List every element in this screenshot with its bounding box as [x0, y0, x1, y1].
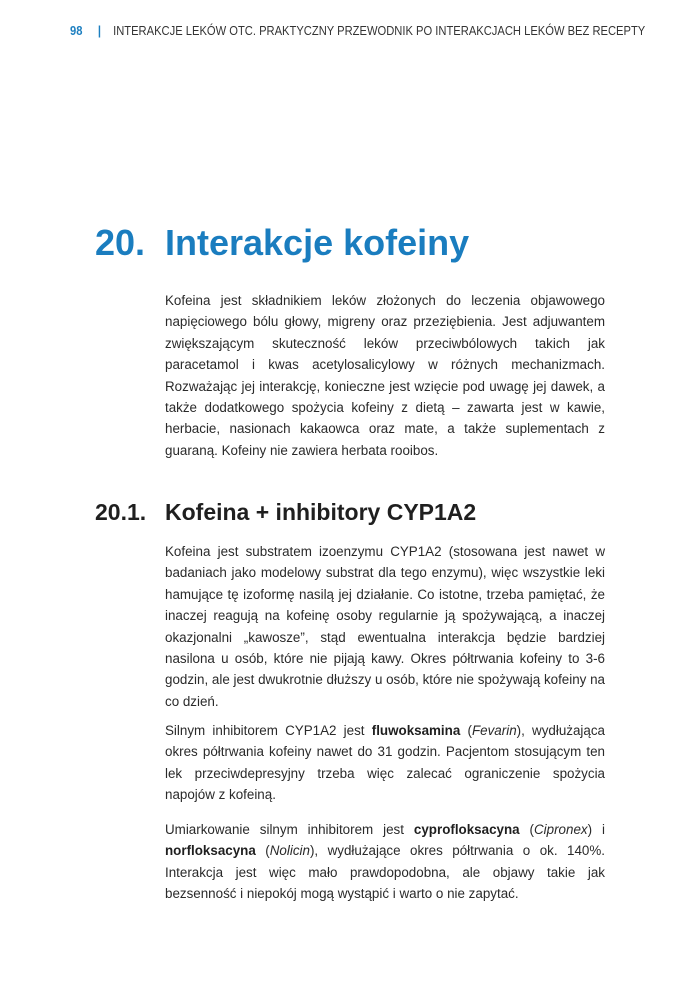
brand-name: Fevarin: [471, 723, 517, 738]
paragraph-text: Umiarkowanie silnym inhibitorem jest: [165, 822, 414, 837]
drug-name: cyprofloksacyna: [413, 822, 520, 837]
brand-name: Cipronex: [534, 822, 588, 837]
paragraph-text: i: [602, 822, 605, 837]
section-number: 20.1.: [95, 499, 147, 525]
paragraph-text: Silnym inhibitorem CYP1A2 jest: [165, 723, 372, 738]
running-title: INTERAKCJE LEKÓW OTC. PRAKTYCZNY PRZEWODNIK PO INTERAKCJACH LEKÓW BEZ RECEPTY: [113, 22, 646, 38]
chapter-heading: [95, 222, 469, 264]
chapter-title: Interakcje kofeiny: [165, 222, 470, 263]
chapter-intro-paragraph: Kofeina jest składnikiem leków złożonych do leczenia objawowego napięciowego bólu głowy, migreny oraz przeziębienia. Jest adjuwantem zwiększającym skuteczność leków przeciwbólowych takich jak paracetamol i kwas acetylosalicylowy w różnych mechanizmach. Rozważając jej interakcję, konieczne jest wzięcie pod uwagę jej dawek, a także dodatkowego spożycia kofeiny z dietą – zawarta jest w kawie, herbacie, nasionach kakaowca oraz mate, a także suplementach z guaraną. Kofeiny nie zawiera herbata rooibos.: [165, 293, 605, 458]
running-header: [70, 21, 645, 39]
section-paragraph-1: Kofeina jest substratem izoenzymu CYP1A2 (stosowana jest nawet w badaniach jako modelowy substrat dla tego enzymu), więc wszystkie leki hamujące tę izoformę nasilą jej działanie. Co istotne, trzeba pamiętać, że inaczej reagują na kofeinę osoby regularnie ją spożywającą, a inaczej okazjonalni „kawosze”, stąd ewentualna interakcja będzie bardziej nasilona u osób, które nie pijają kawy. Okres półtrwania kofeiny to 3-6 godzin, ale jest dwukrotnie dłuższy u osób, które nie spożywają kofeiny na co dzień.: [165, 544, 605, 709]
drug-name: norfloksacyna: [165, 843, 256, 859]
header-separator: |: [97, 22, 102, 38]
chapter-number: 20.: [95, 222, 146, 263]
brand-name: Nolicin: [269, 843, 310, 859]
section-heading: [95, 499, 476, 526]
section-paragraph-3: Umiarkowanie silnym inhibitorem jest cyprofloksacyna (Cipronex) i norfloksacyna (Nolicin), wydłużające okres półtrwania o ok. 140%. Interakcja jest więc mało prawdopodobna, ale objawy takie jak bezsenność i niepokój mogą wystąpić i warto o nie zapytać.: [165, 822, 606, 902]
paragraph-text: , wydłużająca okres półtrwania kofeiny nawet do 31 godzin. Pacjentom stosującym ten lek przeciwdepresyjny trzeba więc zalecać ograniczenie spożycia napojów z kofeiną.: [165, 723, 605, 803]
page-number: 98: [70, 22, 83, 38]
paragraph-text: , wydłużające okres półtrwania o ok. 140%. Interakcja jest więc mało prawdopodobna, ale objawy takie jak bezsenność i niepokój mogą wystąpić i warto o nie zapytać.: [165, 843, 606, 902]
section-title: Kofeina + inhibitory CYP1A2: [165, 499, 477, 525]
drug-name: fluwoksamina: [371, 723, 461, 738]
section-paragraph-2: Silnym inhibitorem CYP1A2 jest fluwoksamina (Fevarin), wydłużająca okres półtrwania kofeiny nawet do 31 godzin. Pacjentom stosującym ten lek przeciwdepresyjny trzeba więc zalecać ograniczenie spożycia napojów z kofeiną.: [165, 723, 605, 803]
